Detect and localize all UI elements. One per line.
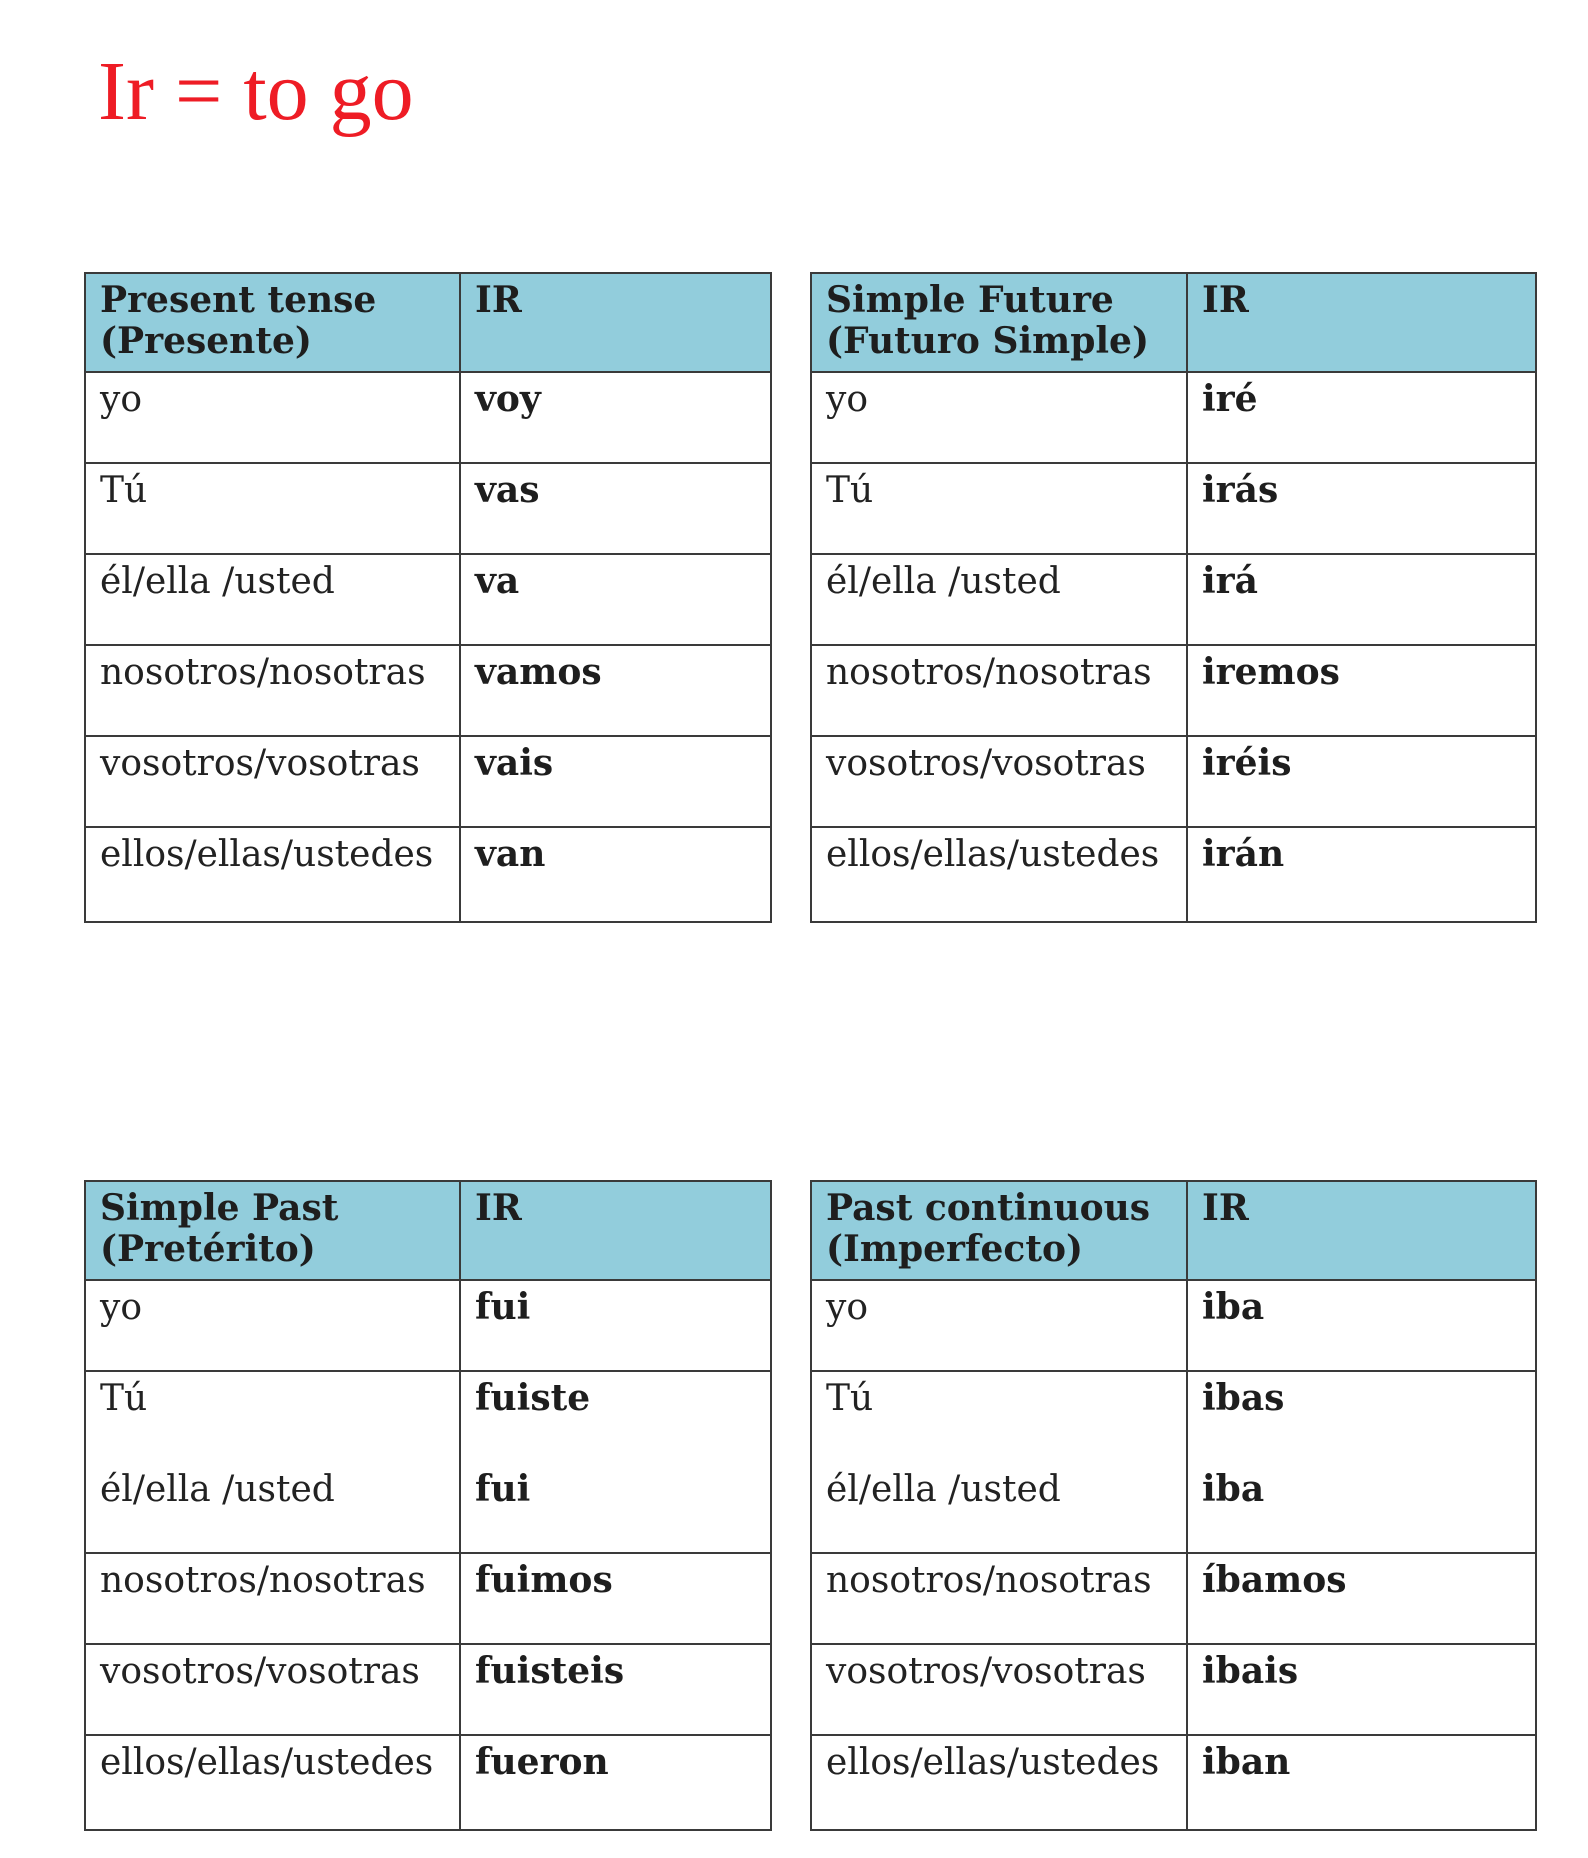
table-row (85, 372, 771, 463)
tense-spanish-name: (Futuro Simple) (826, 320, 1149, 363)
pronoun-text: Tú (826, 1378, 874, 1419)
table-row (85, 1735, 771, 1830)
verb-heading: IR (1187, 1181, 1536, 1280)
verb-heading: IR (460, 273, 771, 372)
conjugation-cell: vas (460, 463, 771, 554)
conjugation-text: iba (1202, 1468, 1265, 1511)
tense-heading (811, 1181, 1187, 1280)
table-row (811, 645, 1536, 736)
pronoun-cell: vosotros/vosotras (85, 1644, 460, 1735)
tense-name: Simple Past (100, 1187, 339, 1229)
conjugation-cell (460, 1371, 771, 1553)
conjugation-cell: irá (1187, 554, 1536, 645)
pronoun-cell: vosotros/vosotras (811, 1644, 1187, 1735)
pronoun-cell: ellos/ellas/ustedes (811, 827, 1187, 922)
pronoun-cell: él/ella /usted (811, 554, 1187, 645)
table-row (811, 1280, 1536, 1371)
tense-heading (811, 273, 1187, 372)
table-header-row (85, 1181, 771, 1280)
pronoun-cell: vosotros/vosotras (811, 736, 1187, 827)
pronoun-cell: yo (811, 372, 1187, 463)
conjugation-cell: iba (1187, 1280, 1536, 1371)
conjugation-text: fui (475, 1468, 531, 1511)
past-continuous-table (810, 1180, 1537, 1831)
simple-past-table (84, 1180, 772, 1831)
table-row (85, 736, 771, 827)
pronoun-cell: vosotros/vosotras (85, 736, 460, 827)
table-row (85, 1280, 771, 1371)
pronoun-cell: Tú (811, 463, 1187, 554)
table-row (85, 463, 771, 554)
table-row (85, 1553, 771, 1644)
pronoun-cell: nosotros/nosotras (811, 645, 1187, 736)
conjugation-cell: fui (460, 1280, 771, 1371)
tense-spanish-name: (Imperfecto) (826, 1228, 1083, 1271)
table-row (85, 1644, 771, 1735)
table-row (85, 645, 771, 736)
table-row (811, 372, 1536, 463)
tense-spanish-name: (Presente) (100, 320, 312, 363)
table-header-row (85, 273, 771, 372)
tense-heading (85, 273, 460, 372)
pronoun-cell: ellos/ellas/ustedes (811, 1735, 1187, 1830)
conjugation-cell: va (460, 554, 771, 645)
conjugation-cell: van (460, 827, 771, 922)
tense-name: Simple Future (826, 279, 1114, 321)
table-row (811, 1553, 1536, 1644)
pronoun-cell: él/ella /usted (85, 554, 460, 645)
pronoun-text: Tú (100, 1378, 148, 1419)
verb-heading: IR (1187, 273, 1536, 372)
pronoun-cell: yo (811, 1280, 1187, 1371)
table-row (811, 1371, 1536, 1553)
conjugation-cell: iban (1187, 1735, 1536, 1830)
pronoun-cell (811, 1371, 1187, 1553)
conjugation-cell: iremos (1187, 645, 1536, 736)
table-row (85, 1371, 771, 1553)
conjugation-cell: íbamos (1187, 1553, 1536, 1644)
conjugation-cell: irán (1187, 827, 1536, 922)
conjugation-cell: fueron (460, 1735, 771, 1830)
conjugation-cell: iréis (1187, 736, 1536, 827)
conjugation-cell: voy (460, 372, 771, 463)
page-title: Ir = to go (98, 45, 414, 138)
present-tense-table (84, 272, 772, 923)
pronoun-cell: nosotros/nosotras (811, 1553, 1187, 1644)
table-row (811, 1735, 1536, 1830)
tense-heading (85, 1181, 460, 1280)
pronoun-cell: nosotros/nosotras (85, 645, 460, 736)
conjugation-cell: vamos (460, 645, 771, 736)
conjugation-cell: fuimos (460, 1553, 771, 1644)
pronoun-cell: Tú (85, 463, 460, 554)
table-header-row (811, 273, 1536, 372)
tense-name: Present tense (100, 279, 377, 321)
table-row (811, 554, 1536, 645)
table-row (811, 1644, 1536, 1735)
verb-heading: IR (460, 1181, 771, 1280)
table-row (85, 554, 771, 645)
simple-future-table (810, 272, 1537, 923)
conjugation-cell (1187, 1371, 1536, 1553)
pronoun-cell: ellos/ellas/ustedes (85, 827, 460, 922)
tense-spanish-name: (Pretérito) (100, 1228, 316, 1271)
table-row (85, 827, 771, 922)
pronoun-cell: yo (85, 1280, 460, 1371)
conjugation-cell: vais (460, 736, 771, 827)
conjugation-cell: iré (1187, 372, 1536, 463)
table-row (811, 463, 1536, 554)
pronoun-cell: nosotros/nosotras (85, 1553, 460, 1644)
conjugation-cell: irás (1187, 463, 1536, 554)
conjugation-text: fuiste (475, 1377, 591, 1419)
pronoun-cell (85, 1371, 460, 1553)
table-row (811, 736, 1536, 827)
table-header-row (811, 1181, 1536, 1280)
pronoun-text: él/ella /usted (100, 1469, 335, 1511)
conjugation-cell: ibais (1187, 1644, 1536, 1735)
conjugation-cell: fuisteis (460, 1644, 771, 1735)
pronoun-cell: yo (85, 372, 460, 463)
pronoun-text: él/ella /usted (826, 1469, 1061, 1511)
table-row (811, 827, 1536, 922)
pronoun-cell: ellos/ellas/ustedes (85, 1735, 460, 1830)
tense-name: Past continuous (826, 1187, 1151, 1229)
conjugation-text: ibas (1202, 1377, 1285, 1419)
